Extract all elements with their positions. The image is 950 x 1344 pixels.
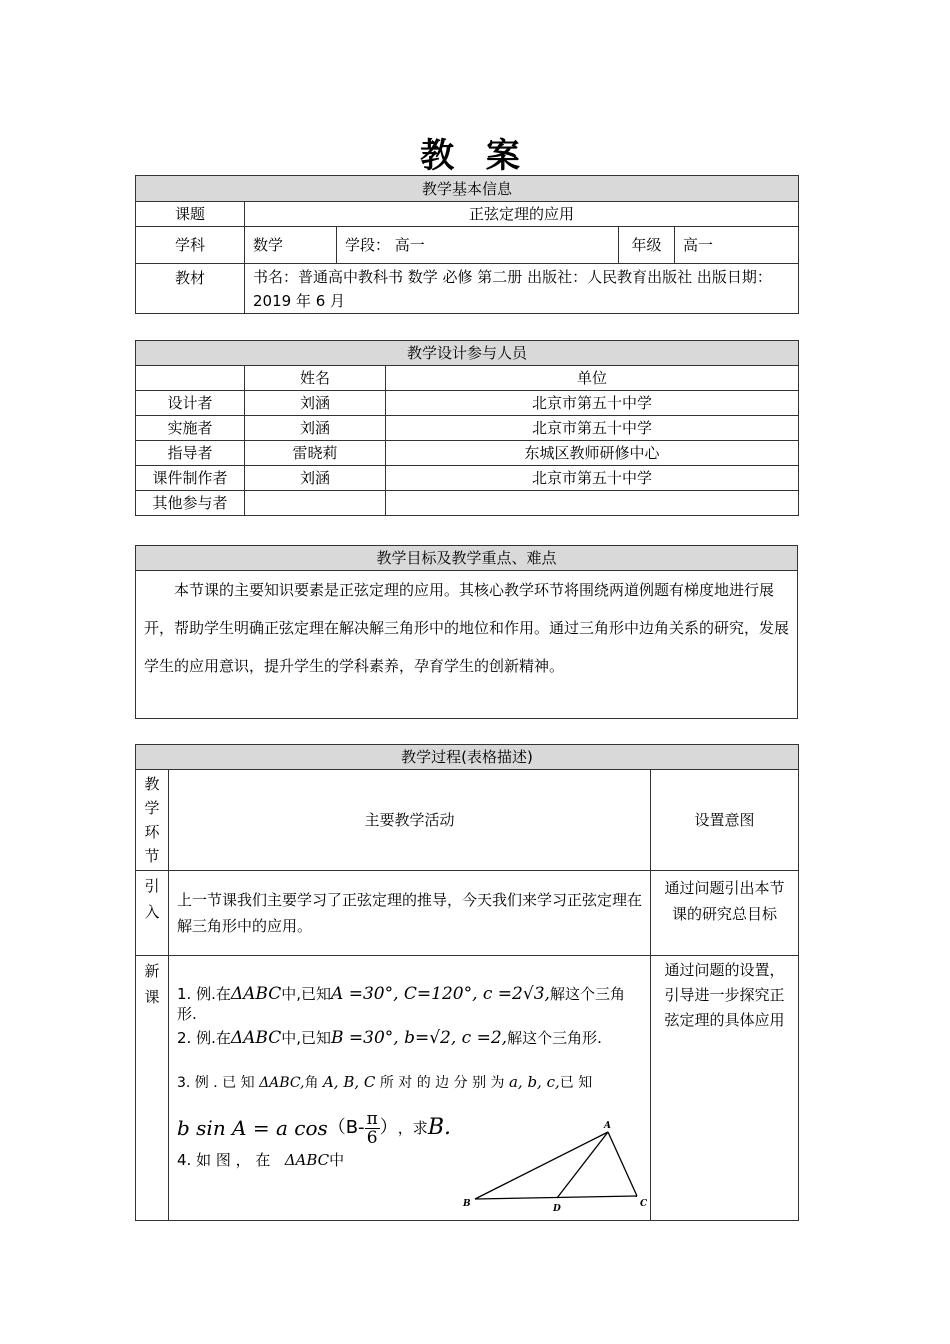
newlesson-intent: 通过问题的设置，引导进一步探究正弦定理的具体应用 (651, 956, 799, 1221)
example-4: 4. 如 图 ， 在 ΔABC中 (177, 1151, 345, 1169)
staff-role: 课件制作者 (136, 466, 245, 491)
intro-stage: 引入 (136, 871, 169, 956)
col-stage: 教学环节 (136, 770, 169, 871)
goals-header: 教学目标及教学重点、难点 (136, 546, 798, 571)
subject-value: 数学 (245, 227, 337, 264)
grade-label: 年级 (619, 227, 675, 264)
basic-info-table (135, 175, 799, 314)
col-name: 姓名 (245, 366, 386, 391)
staff-name: 刘涵 (245, 391, 386, 416)
intro-activity: 上一节课我们主要学习了正弦定理的推导，今天我们来学习正弦定理在解三角形中的应用。 (169, 871, 651, 956)
example-1: 1. 例.在ΔABC中,已知A =30°, C=120°, c =2√3,解这个三角形. (177, 984, 625, 1023)
label-a: A (604, 1121, 611, 1131)
staff-unit: 北京市第五十中学 (386, 416, 799, 441)
col-unit: 单位 (386, 366, 799, 391)
staff-name: 雷晓莉 (245, 441, 386, 466)
basic-info-header: 教学基本信息 (136, 176, 799, 202)
textbook-label: 教材 (136, 264, 245, 314)
staff-unit (386, 491, 799, 516)
staff-table (135, 340, 799, 516)
side-ba (475, 1132, 608, 1199)
goals-table (135, 545, 798, 719)
table-row (136, 491, 799, 516)
staff-name: 刘涵 (245, 466, 386, 491)
stage-value: 学段： 高一 (337, 227, 619, 264)
staff-unit: 东城区教师研修中心 (386, 441, 799, 466)
staff-role: 指导者 (136, 441, 245, 466)
staff-unit: 北京市第五十中学 (386, 391, 799, 416)
staff-corner (136, 366, 245, 391)
side-bc (475, 1196, 637, 1199)
side-ac (608, 1132, 637, 1196)
intro-intent: 通过问题引出本节课的研究总目标 (651, 871, 799, 956)
label-c: C (640, 1199, 648, 1209)
newlesson-activity (169, 956, 651, 1221)
staff-unit: 北京市第五十中学 (386, 466, 799, 491)
topic-value: 正弦定理的应用 (245, 202, 799, 227)
page-title: 教 案 (420, 136, 530, 176)
textbook-value: 书名：普通高中教科书 数学 必修 第二册 出版社：人民教育出版社 出版日期： 2019 年 6 月 (245, 264, 799, 314)
label-b: B (463, 1199, 471, 1209)
topic-label: 课题 (136, 202, 245, 227)
subject-label: 学科 (136, 227, 245, 264)
staff-name: 刘涵 (245, 416, 386, 441)
table-row (136, 441, 799, 466)
example-2: 2. 例.在ΔABC中,已知B =30°, b=√2, c =2,解这个三角形. (177, 1028, 602, 1048)
table-row (136, 416, 799, 441)
col-intent: 设置意图 (651, 770, 799, 871)
staff-role: 实施者 (136, 416, 245, 441)
goals-text: 本节课的主要知识要素是正弦定理的应用。其核心教学环节将围绕两道例题有梯度地进行展开，帮助学生明确正弦定理在解决解三角形中的地位和作用。通过三角形中边角关系的研究，发展学生的应用意识，提升学生的学科素养，孕育学生的创新精神。 (144, 581, 790, 675)
staff-role: 其他参与者 (136, 491, 245, 516)
example-3: 3. 例 . 已 知 ΔABC,角 A, B, C 所 对 的 边 分 别 为 a, b, c,已 知 (177, 1073, 593, 1091)
grade-value: 高一 (675, 227, 799, 264)
label-d: D (553, 1204, 561, 1214)
newlesson-stage: 新课 (136, 956, 169, 1221)
staff-header: 教学设计参与人员 (136, 341, 799, 366)
col-activity: 主要教学活动 (169, 770, 651, 871)
segment-ad (557, 1132, 608, 1198)
staff-role: 设计者 (136, 391, 245, 416)
table-row (136, 466, 799, 491)
triangle-figure (461, 1116, 651, 1216)
table-row (136, 391, 799, 416)
process-header: 教学过程(表格描述) (136, 745, 799, 770)
staff-name (245, 491, 386, 516)
process-table (135, 744, 799, 1221)
example-3-equation: b sin A = a cos （B- π 6 ） ，求 B. (177, 1108, 451, 1148)
